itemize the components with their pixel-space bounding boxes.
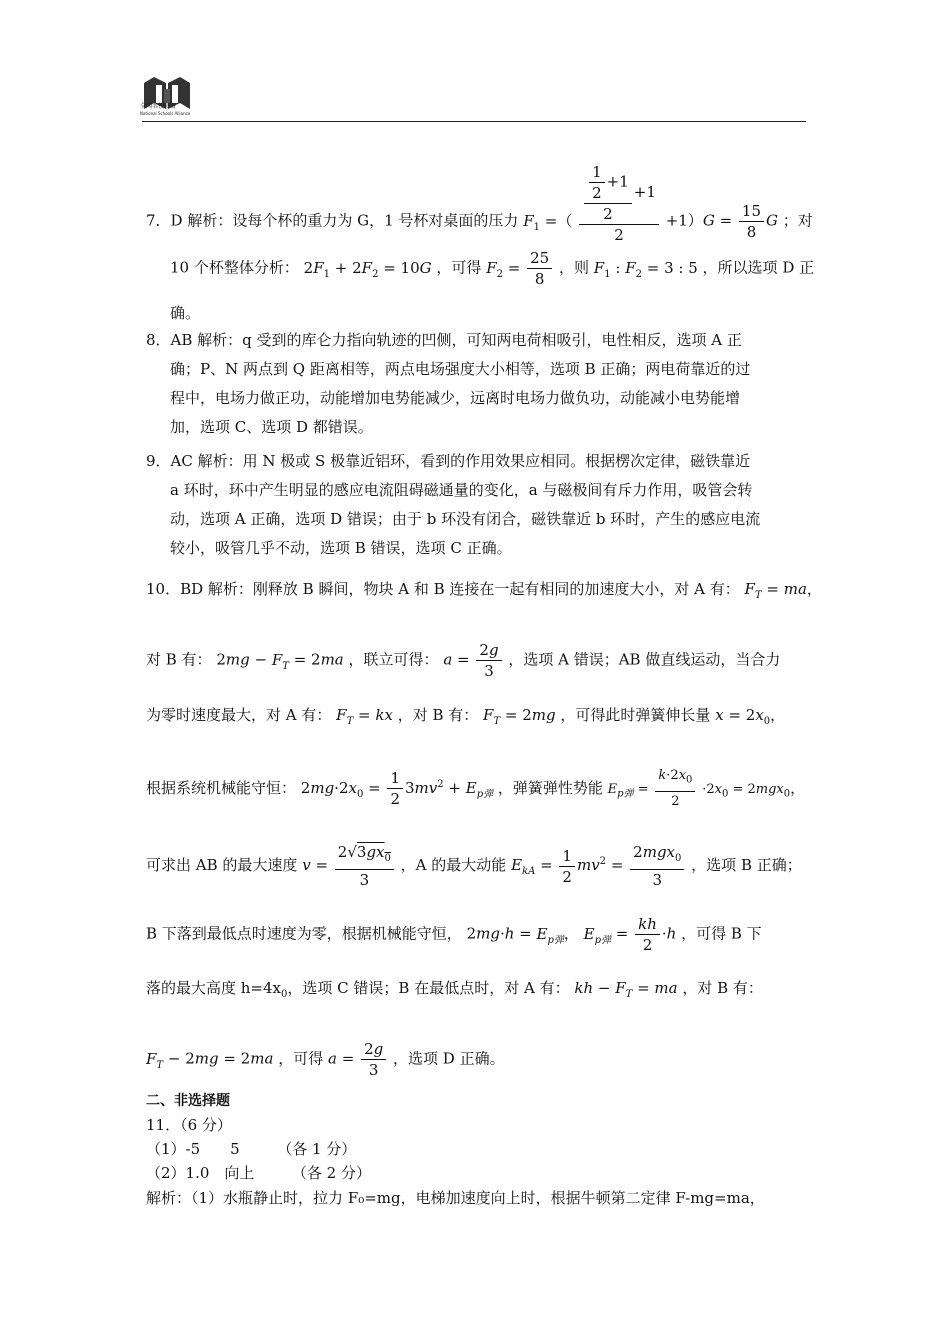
q9-line1: 9．AC 解析：用 N 极或 S 极靠近铝环，看到的作用效果应相同。根据楞次定律，磁铁靠近 xyxy=(146,452,751,470)
q9-line2: a 环时，环中产生明显的感应电流阻碍磁通量的变化，a 与磁极间有斥力作用，吸管会转 xyxy=(170,481,753,499)
q10-line7: 落的最大高度 $h=4x_0$，选项 C 错误；B 在最低点时，对 A 有： kh − $F_T$ = ma ，对 B 有： xyxy=(146,979,763,1000)
q11-answer-2: （2）1.0 向上 （各 2 分） xyxy=(146,1164,371,1182)
q11-answer-1: （1）-5 5 （各 1 分） xyxy=(146,1140,357,1158)
q10-line3: 为零时速度最大，对 A 有： $F_T$ = kx ，对 B 有： $F_T = 2mg$ ，可得此时弹簧伸长量 $x = 2x_0$， xyxy=(146,706,786,727)
q10-line5: 可求出 AB 的最大速度 v = $\frac{2√3gx_0}{3}$ ，A 的最大动能 $E_{kA}$ = $\frac{1}{2}$ $mv^2$ = $\frac{2mgx_0}{3}$ ，选项 B 正确； xyxy=(146,843,802,889)
q10-line4: 根据系统机械能守恒： $2mg\cdot 2x_0$ = $\frac{1}{2}$ $3mv^2 + E_{p弹}$ ，弹簧弹性势能 $E_{p弹}$ = $\frac{k\cdot 2x_0}{2}$ $\cdot 2x_0 = 2mgx_0$， xyxy=(146,768,806,809)
q10-line8: $F_T - 2mg = 2ma$ ，可得 a = $\frac{2g}{3}$ ，选项 D 正确。 xyxy=(146,1040,505,1079)
logo-caption: 全国名校联盟 National Schools Alliance xyxy=(140,103,191,116)
q9-line4: 较小，吸管几乎不动，选项 B 错误，选项 C 正确。 xyxy=(170,539,512,557)
q8-line3: 程中，电场力做正功，动能增加电势能减少，远离时电场力做负功，动能减小电势能增 xyxy=(170,389,741,407)
q11-title: 11．（6 分） xyxy=(146,1116,232,1134)
q8-line4: 加，选项 C、选项 D 都错误。 xyxy=(170,418,373,436)
q10-line2: 对 B 有： $2mg - F_T = 2ma$ ，联立可得： a = $\frac{2g}{3}$ ，选项 A 错误；AB 做直线运动，当合力 xyxy=(146,641,781,680)
q9-line3: 动，选项 A 正确，选项 D 错误；由于 b 环没有闭合，磁铁靠近 b 环时，产生的感应电流 xyxy=(170,510,761,528)
q8-line2: 确；P、N 两点到 Q 距离相等，两点电场强度大小相等，选项 B 正确；两电荷靠近的过 xyxy=(170,360,751,378)
q7-line3: 确。 xyxy=(170,304,201,322)
q7-line1: 7．D 解析：设每个杯的重力为 G，1 号杯对桌面的压力 $F_1$ =（ $\frac{1}{2}$ +1 2 +1 2 +1）G = $\frac{15}{8}$ G ；对 xyxy=(146,163,813,244)
q7-line2: 10 个杯整体分析： $2F_1 + 2F_2 = 10G$ ，可得 $F_2$ = $\frac{25}{8}$ ，则 $F_1$ : $F_2 = 3$ : 5 ，所以选项 D 正 xyxy=(170,249,815,288)
q11-explanation: 解析：（1）水瓶静止时，拉力 F₀=mg，电梯加速度向上时，根据牛顿第二定律 F-mg=ma， xyxy=(146,1189,765,1207)
header-rule xyxy=(142,121,806,122)
q8-line1: 8．AB 解析：q 受到的库仑力指向轨迹的凹侧，可知两电荷相吸引，电性相反，选项 A 正 xyxy=(146,331,742,349)
section-title: 二、非选择题 xyxy=(146,1093,230,1109)
q10-line1: 10．BD 解析：刚释放 B 瞬间，物块 A 和 B 连接在一起有相同的加速度大小，对 A 有： $F_T$ = ma， xyxy=(146,580,822,601)
q10-line6: B 下落到最低点时速度为零，根据机械能守恒， $2mg\cdot h = E_{p弹}$， $E_{p弹}$ = $\frac{kh}{2}$ ·h ，可得 B 下 xyxy=(146,915,762,954)
